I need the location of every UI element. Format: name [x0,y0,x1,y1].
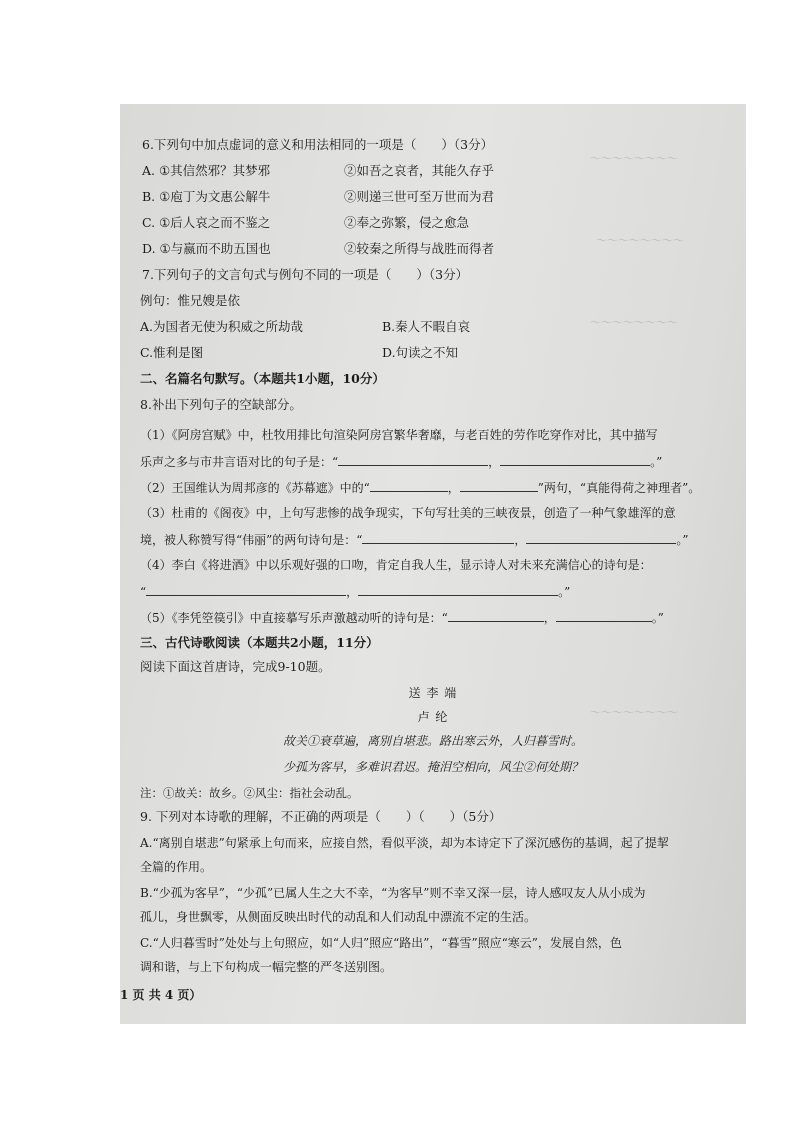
bleed-through: ～～～～～～～～ [590,706,678,719]
q6-option-b [142,188,732,206]
answer-blank[interactable] [500,452,650,466]
q6-option-c-right: ②奉之弥繁，侵之愈急 [344,215,470,230]
q7-option-c: C.惟利是图 [140,345,204,360]
answer-blank[interactable] [370,478,448,492]
answer-blank[interactable] [460,478,538,492]
q6-stem: 6.下列句中加点虚词的意义和用法相同的一项是（ ）（3分） [142,137,494,152]
bleed-through: ～～～～～～～～ [590,316,678,329]
poem-author: 卢 纶 [417,710,449,724]
answer-blank[interactable] [146,582,346,596]
q9-option-c-line-1: C.“人归暮雪时”处处与上句照应，如“人归”照应“路出”，“暮雪”照应“寒云”，发展自然，色 [140,936,622,950]
q8-item-3-line-2 [140,530,732,549]
q6-option-d [142,240,732,258]
q8-item-1-prompt: 乐声之多与市井言语对比的句子是：“ [140,455,339,469]
close-quote: 。” [558,585,571,599]
answer-blank[interactable] [556,608,652,622]
q8-stem: 8.补出下列句子的空缺部分。 [140,397,302,412]
q9-option-c-line-2: 调和谐，与上下句构成一幅完整的严冬送别图。 [140,960,393,974]
page-footer: 1 页 共 4 页） [120,988,202,1002]
comma: ， [447,481,460,495]
q9-option-a-line-2: 全篇的作用。 [140,860,213,874]
answer-blank[interactable] [358,582,558,596]
poem-line-1: 故关①衰草遍，离别自堪悲。路出寒云外，人归暮雪时。 [282,734,583,748]
comma: ， [514,533,527,547]
answer-blank[interactable] [448,608,544,622]
q6-option-a [142,162,732,180]
q7-stem: 7.下列句子的文言句式与例句不同的一项是（ ）（3分） [142,267,469,282]
q7-option-a: A.为国者无使为积威之所劫哉 [140,319,304,334]
q8-item-4-line-1: （4）李白《将进酒》中以乐观好强的口吻，肯定自我人生，显示诗人对未来充满信心的诗句是： [140,558,652,572]
section-3-heading: 三、古代诗歌阅读（本题共2小题，11分） [140,635,379,650]
q6-option-c-left: C. ①后人哀之而不鉴之 [142,215,271,230]
q6-option-d-right: ②较秦之所得与战胜而得者 [344,241,495,256]
q9-option-b-line-1: B.“少孤为客早”，“少孤”已属人生之大不幸，“为客早”则不幸又深一层，诗人感叹友人从小成为 [140,886,646,900]
q7-example: 例句：惟兄嫂是依 [140,293,241,308]
bleed-through: ～～～～～～～～ [590,152,678,165]
section-3-intro: 阅读下面这首唐诗，完成9-10题。 [140,659,331,674]
q7-row-1 [140,318,732,336]
q7-option-d: D.句读之不知 [382,345,459,360]
q9-option-a-line-1: A.“离别自堪悲”句紧承上句而来，应接自然，看似平淡，却为本诗定下了深沉感伤的基调，起了提挈 [140,836,669,850]
q7-option-b: B.秦人不暇自哀 [382,319,471,334]
q8-item-5 [140,608,732,627]
exam-page [120,104,746,1024]
answer-blank[interactable] [362,530,514,544]
q8-item-3-line-1: （3）杜甫的《阁夜》中，上句写悲惨的战争现实，下句写壮美的三峡夜景，创造了一种气象雄浑的意 [140,506,676,520]
q6-option-c [142,214,732,232]
q8-item-1-line-1: （1）《阿房宫赋》中，杜牧用排比句渲染阿房宫繁华奢靡，与老百姓的劳作吃穿作对比，其中描写 [140,428,658,442]
close-quote: 。” [676,533,689,547]
q7-row-2 [140,344,732,362]
section-2-heading: 二、名篇名句默写。（本题共1小题，10分） [140,371,385,386]
q6-option-d-left: D. ①与嬴而不助五国也 [142,241,271,256]
poem-line-2: 少孤为客早，多难识君迟。掩泪空相向，风尘②何处期？ [282,760,583,774]
q8-item-2-suffix: ”两句，“真能得荷之神理者”。 [537,481,701,495]
bleed-through: ～～～～～～～～ [596,234,684,247]
q8-item-4-line-2 [140,582,732,601]
comma: ， [346,585,359,599]
q8-item-3-prompt: 境，被人称赞写得“伟丽”的两句诗句是：“ [140,533,363,547]
open-quote: “ [140,585,147,599]
q6-option-b-left: B. ①庖丁为文惠公解牛 [142,189,271,204]
q8-item-5-prompt: （5）《李凭箜篌引》中直接摹写乐声激越动听的诗句是：“ [140,611,448,625]
q8-item-2 [140,478,732,497]
poem-title: 送 李 端 [408,686,458,700]
q6-option-a-right: ②如吾之哀者，其能久存乎 [344,163,495,178]
close-quote: 。” [650,455,663,469]
comma: ， [543,611,556,625]
q9-option-b-line-2: 孤儿，身世飘零，从侧面反映出时代的动乱和人们动乱中漂流不定的生活。 [140,910,537,924]
q8-item-1-line-2 [140,452,732,471]
q9-stem: 9. 下列对本诗歌的理解，不正确的两项是（ ）（ ）（5分） [140,809,502,824]
q8-item-2-prompt: （2）王国维认为周邦彦的《苏幕遮》中的“ [140,481,370,495]
poem-note: 注：①故关：故乡。②风尘：指社会动乱。 [140,786,359,800]
q6-option-a-left: A. ①其信然邪？其梦邪 [142,163,271,178]
close-quote: 。” [651,611,664,625]
q6-option-b-right: ②则递三世可至万世而为君 [344,189,495,204]
answer-blank[interactable] [338,452,488,466]
answer-blank[interactable] [526,530,676,544]
comma: ， [488,455,501,469]
